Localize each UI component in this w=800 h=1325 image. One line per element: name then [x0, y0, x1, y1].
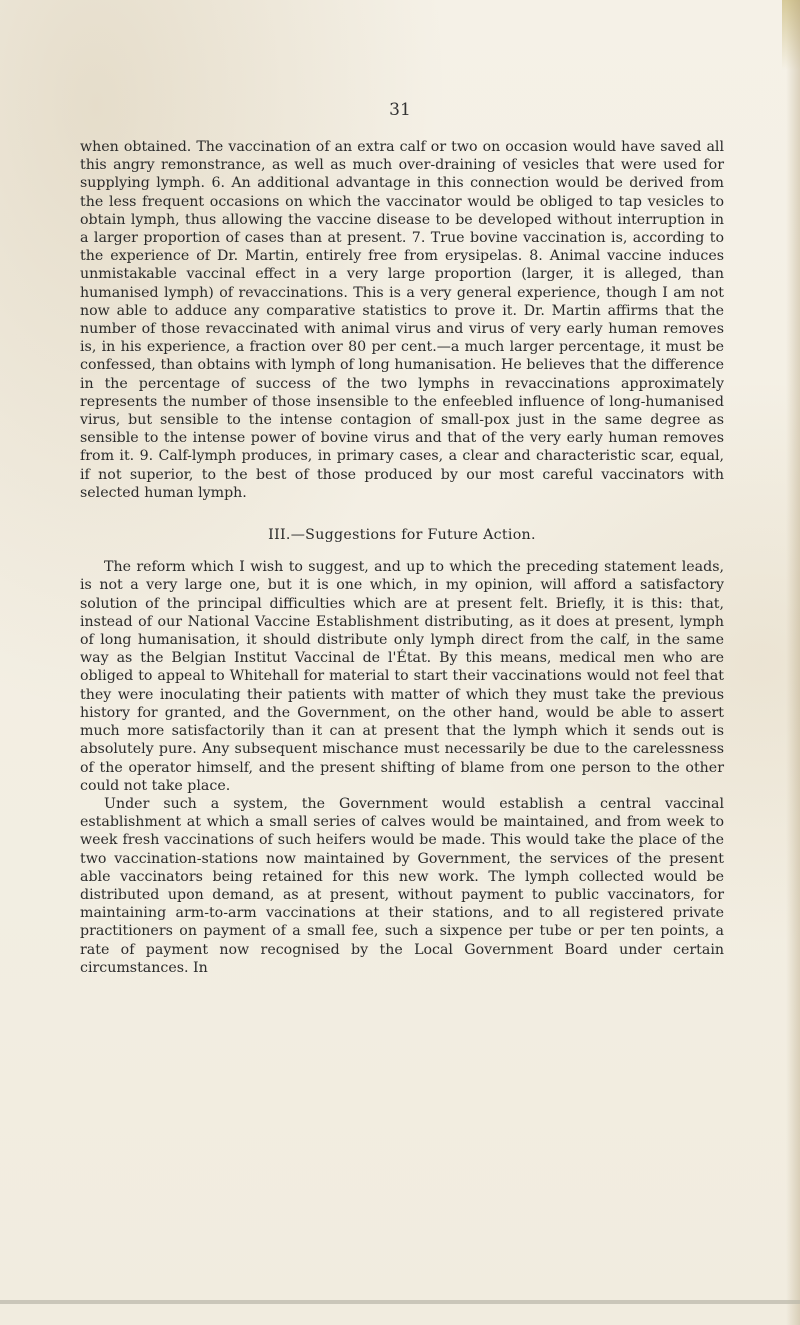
- paragraph-3: Under such a system, the Government would establish a central vaccinal establishment at which a small series of calves would be maintained, and from week to week fresh vaccinations of such heifers would be made. This would take the place of the two vaccination-stations now maintained by Government, the services of the present able vaccinators being retained for this new work. The lymph collected would be distributed upon demand, as at present, without payment to public vaccinators, for maintaining arm-to-arm vaccinations at their stations, and to all registered private practitioners on payment of a small fee, such a sixpence per tube or per ten points, a rate of payment now recognised by the Local Government Board under certain circumstances. In: [80, 795, 724, 976]
- bottom-rule: [0, 1300, 800, 1304]
- section-heading: III.—Suggestions for Future Action.: [268, 527, 536, 544]
- page-number: 31: [389, 100, 411, 120]
- page-edge: [786, 0, 800, 1325]
- body-text: [80, 138, 724, 977]
- paragraph-1: when obtained. The vaccination of an extra calf or two on occasion would have saved all this angry remonstrance, as well as much over-draining of vesicles that were used for supplying lymph. 6. An additional advantage in this connection would be derived from the less frequent occasions on which the vaccinator would be obliged to tap vesicles to obtain lymph, thus allowing the vaccine disease to be developed without interruption in a larger proportion of cases than at present. 7. True bovine vaccination is, according to the experience of Dr. Martin, entirely free from erysipelas. 8. Animal vaccine induces unmistakable vaccinal effect in a very large proportion (larger, it is alleged, than humanised lymph) of revaccinations. This is a very general experience, though I am not now able to adduce any comparative statistics to prove it. Dr. Martin affirms that the number of those revaccinated with animal virus and virus of very early human removes is, in his experience, a fraction over 80 per cent.—a much larger percentage, it must be confessed, than obtains with lymph of long humanisation. He believes that the difference in the percentage of success of the two lymphs in revaccinations approximately represents the number of those insensible to the enfeebled influence of long-humanised virus, but sensible to the intense contagion of small-pox just in the same degree as sensible to the intense power of bovine virus and that of the very early human removes from it. 9. Calf-lymph produces, in primary cases, a clear and characteristic scar, equal, if not superior, to the best of those produced by our most careful vaccinators with selected human lymph.: [80, 139, 724, 501]
- paragraph-2: The reform which I wish to suggest, and up to which the preceding statement leads, is not a very large one, but it is one which, in my opinion, will afford a satisfactory solution of the principal difficulties which are at present felt. Briefly, it is this: that, instead of our National Vaccine Establishment distributing, as it does at present, lymph of long humanisation, it should distribute only lymph direct from the calf, in the same way as the Belgian Institut Vaccinal de l'État. By this means, medical men who are obliged to appeal to Whitehall for material to start their vaccinations would not feel that they were inoculating their patients with matter of which they must take the previous history for granted, and the Government, on the other hand, would be able to assert much more satisfactorily than it can at present that the lymph which it sends out is absolutely pure. Any subsequent mischance must necessarily be due to the carelessness of the operator himself, and the present shifting of blame from one person to the other could not take place.: [80, 559, 724, 794]
